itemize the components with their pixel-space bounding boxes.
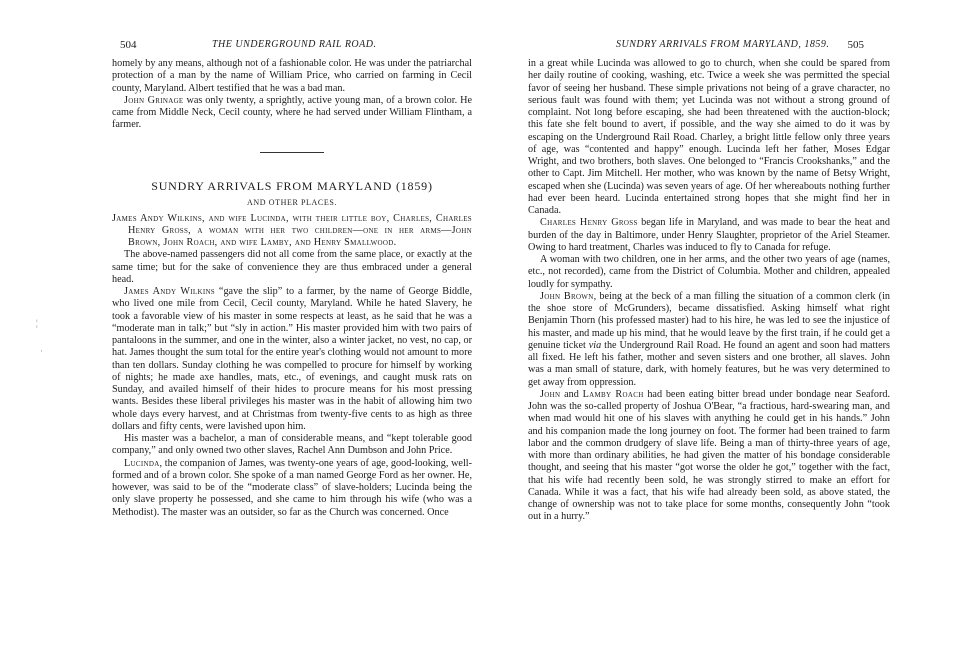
right-text-column [528,58,890,524]
section-subtitle: AND OTHER PLACES. [247,197,337,207]
paragraph-text: and [560,388,583,400]
person-name: Charles Henry Gross [540,217,638,229]
person-name: Lucinda [124,457,160,469]
paragraph-text: was only twenty, a sprightly, active young man, of a brown color. He came from Middle Neck, Cecil county, where he had served under William Flintham, a farmer. [112,94,472,131]
margin-mark: · [40,346,43,356]
section-divider [260,152,324,153]
person-name: James Andy Wilkins [124,286,215,297]
paragraph-master: His master was a bachelor, a man of considerable means, and “kept tolerable good company,” and only owned two other slaves, Rachel Ann Dumbson and John Price. [112,433,472,457]
paragraph-lucinda [112,458,472,519]
paragraph-john-lamby-roach [528,389,890,524]
paragraph-woman-children: A woman with two children, one in her arms, and the other two years of age (names, etc., not recorded), came from the District of Columbia. Mother and children, appealed loudly for sympathy. [528,254,890,290]
paragraph-text: had been eating bitter bread under bondage near Seaford. John was the so-called property of Joshua O'Bear, “a fractious, hard-swearing man, and when mad would hit one of his slaves with anything he could get in his hands.” John and his companion made the long journey on foot. The former had been trained to farm labor and the common drudgery of slave life. Being a man of thirty-three years of age, with more than ordinary abilities, he had given the matter of his bondage considerable thought, and seeing that his master “got worse the older he got,” together with the fact, that his wife had recently been sold, he was strongly stirred to make an effort for Canada. While it was a fact, that his wife had already been sold, as above stated, the change of ownership was not to take place for some months, consequently John “took out in a hurry.” [528,388,891,523]
paragraph-albert: homely by any means, although not of a fashionable color. He was under the patriarchal protection of a man by the name of William Price, who carried on farming in Cecil county, Maryland. Albert testified that he was a bad man. [112,58,472,94]
paragraph-text: , being at the beck of a man filling the situation of a common clerk (in the shoe store of McGrunders), became dissatisfied. Asking himself what right Benjamin Thorn (his professed master) had to his hire, he was led to see the injustice of his master, and made up his mind, that he would leave by the first train, if he could get a genuine ticket [528,290,891,351]
right-page [490,0,980,667]
paragraph-text: the Underground Rail Road. He found an agent and soon had matters all fixed. He left his father, mother and seven sisters and one brother, all slaves. John was a man small of stature, dark, with homely features, but he was very determined to get away from oppression. [528,339,890,388]
paragraph-text: began life in Maryland, and was made to bear the heat and burden of the day in Baltimore, under Henry Slaughter, proprietor of the Ariel Steamer. Owing to hard treatment, Charles was induced to fly to Canada for refuge. [528,217,890,253]
person-name: John Brown [540,290,594,302]
left-page-number: 504 [120,39,137,51]
paragraph-text: “gave the slip” to a farmer, by the name of George Biddle, who lived one mile from Cecil, Cecil county, Maryland. While he hated Slavery, he took a favorable view of his master in some respects at least, as he said that he was a “moderate man in talk;” but “sly in action.” His master provided him with two pairs of pantaloons in the summer, and one in the winter, also a winter jacket, no vest, no cap, or hat. James thought the sum total for the entire year's clothing would not amount to more than ten dollars. Sunday clothing he was compelled to procure for himself by working of nights; he made axe handles, mats, etc., of evenings, and caught musk rats on Sunday, and availed himself of their hides to procure means for his most pressing wants. Besides these liberal privileges his master was in the habit of allowing him two whole days every harvest, and at Christmas from twenty-five cents to as high as three dollars and fifty cents, were lavished upon him. [112,286,472,432]
left-running-title: THE UNDERGROUND RAIL ROAD. [212,39,377,50]
paragraph-above-named: The above-named passengers did not all come from the same place, or exactly at the same time; but for the sake of convenience they are thus embraced under a general head. [112,249,472,285]
person-name: John Grinage [124,94,184,106]
paragraph-charles-gross [528,217,890,254]
person-name: John [540,388,561,400]
paragraph-john-grinage [112,95,472,132]
paragraph-john-brown [528,291,890,389]
paragraph-james-wilkins [112,286,472,433]
left-page-header [120,38,466,52]
section-title: SUNDRY ARRIVALS FROM MARYLAND (1859) [151,178,433,193]
passenger-list: James Andy Wilkins, and wife Lucinda, with their little boy, Charles, Charles Henry Gross, a woman with her two children—one in her arms—John Brown, John Roach, and wife Lamby, and Henry Smallwood. [112,212,472,248]
paragraph-lucinda-cont: in a great while Lucinda was allowed to go to church, when she could be spared from her daily routine of cooking, washing, etc. Twice a week she was permitted the special favor of seeing her husband. These simple privations not being of a grave character, no serious fault was found with them; yet Lucinda was not without a strong ground of complaint. Not long before escaping, she had been threatened with the auction-block; this fate she felt bound to avert, if possible, and the way she aimed to do it was by escaping on the Underground Rail Road. Charley, a bright little fellow only three years of age, was “contented and happy” enough. Lucinda left her father, Moses Edgar Wright, and two brothers, both slaves. One belonged to “Francis Crookshanks,” and the other to Capt. Jim Mitchell. Her mother, who was known by the name of Betsy Wright, escaped when she (Lucinda) was seven years of age. Of her whereabouts nothing further had ever been heard. Lucinda entertained strong hopes that she might find her in Canada. [528,58,890,216]
italic-word: via [588,339,602,351]
right-page-number: 505 [847,39,864,51]
person-name: Lamby Roach [582,388,644,400]
left-text-column [112,58,472,519]
margin-mark: ¦ [36,318,38,328]
right-running-title: SUNDRY ARRIVALS FROM MARYLAND, 1859. [616,39,830,50]
right-page-header [514,38,864,52]
paragraph-text: , the companion of James, was twenty-one years of age, good-looking, well-formed and of a brown color. She spoke of a man named George Ford as her owner. He, however, was said to be of the “moderate class” of slave-holders; Lucinda being the only slave property he possessed, and she came to him through his wife (who was a Methodist). The master was an outsider, so far as the Church was concerned. Once [112,457,472,518]
